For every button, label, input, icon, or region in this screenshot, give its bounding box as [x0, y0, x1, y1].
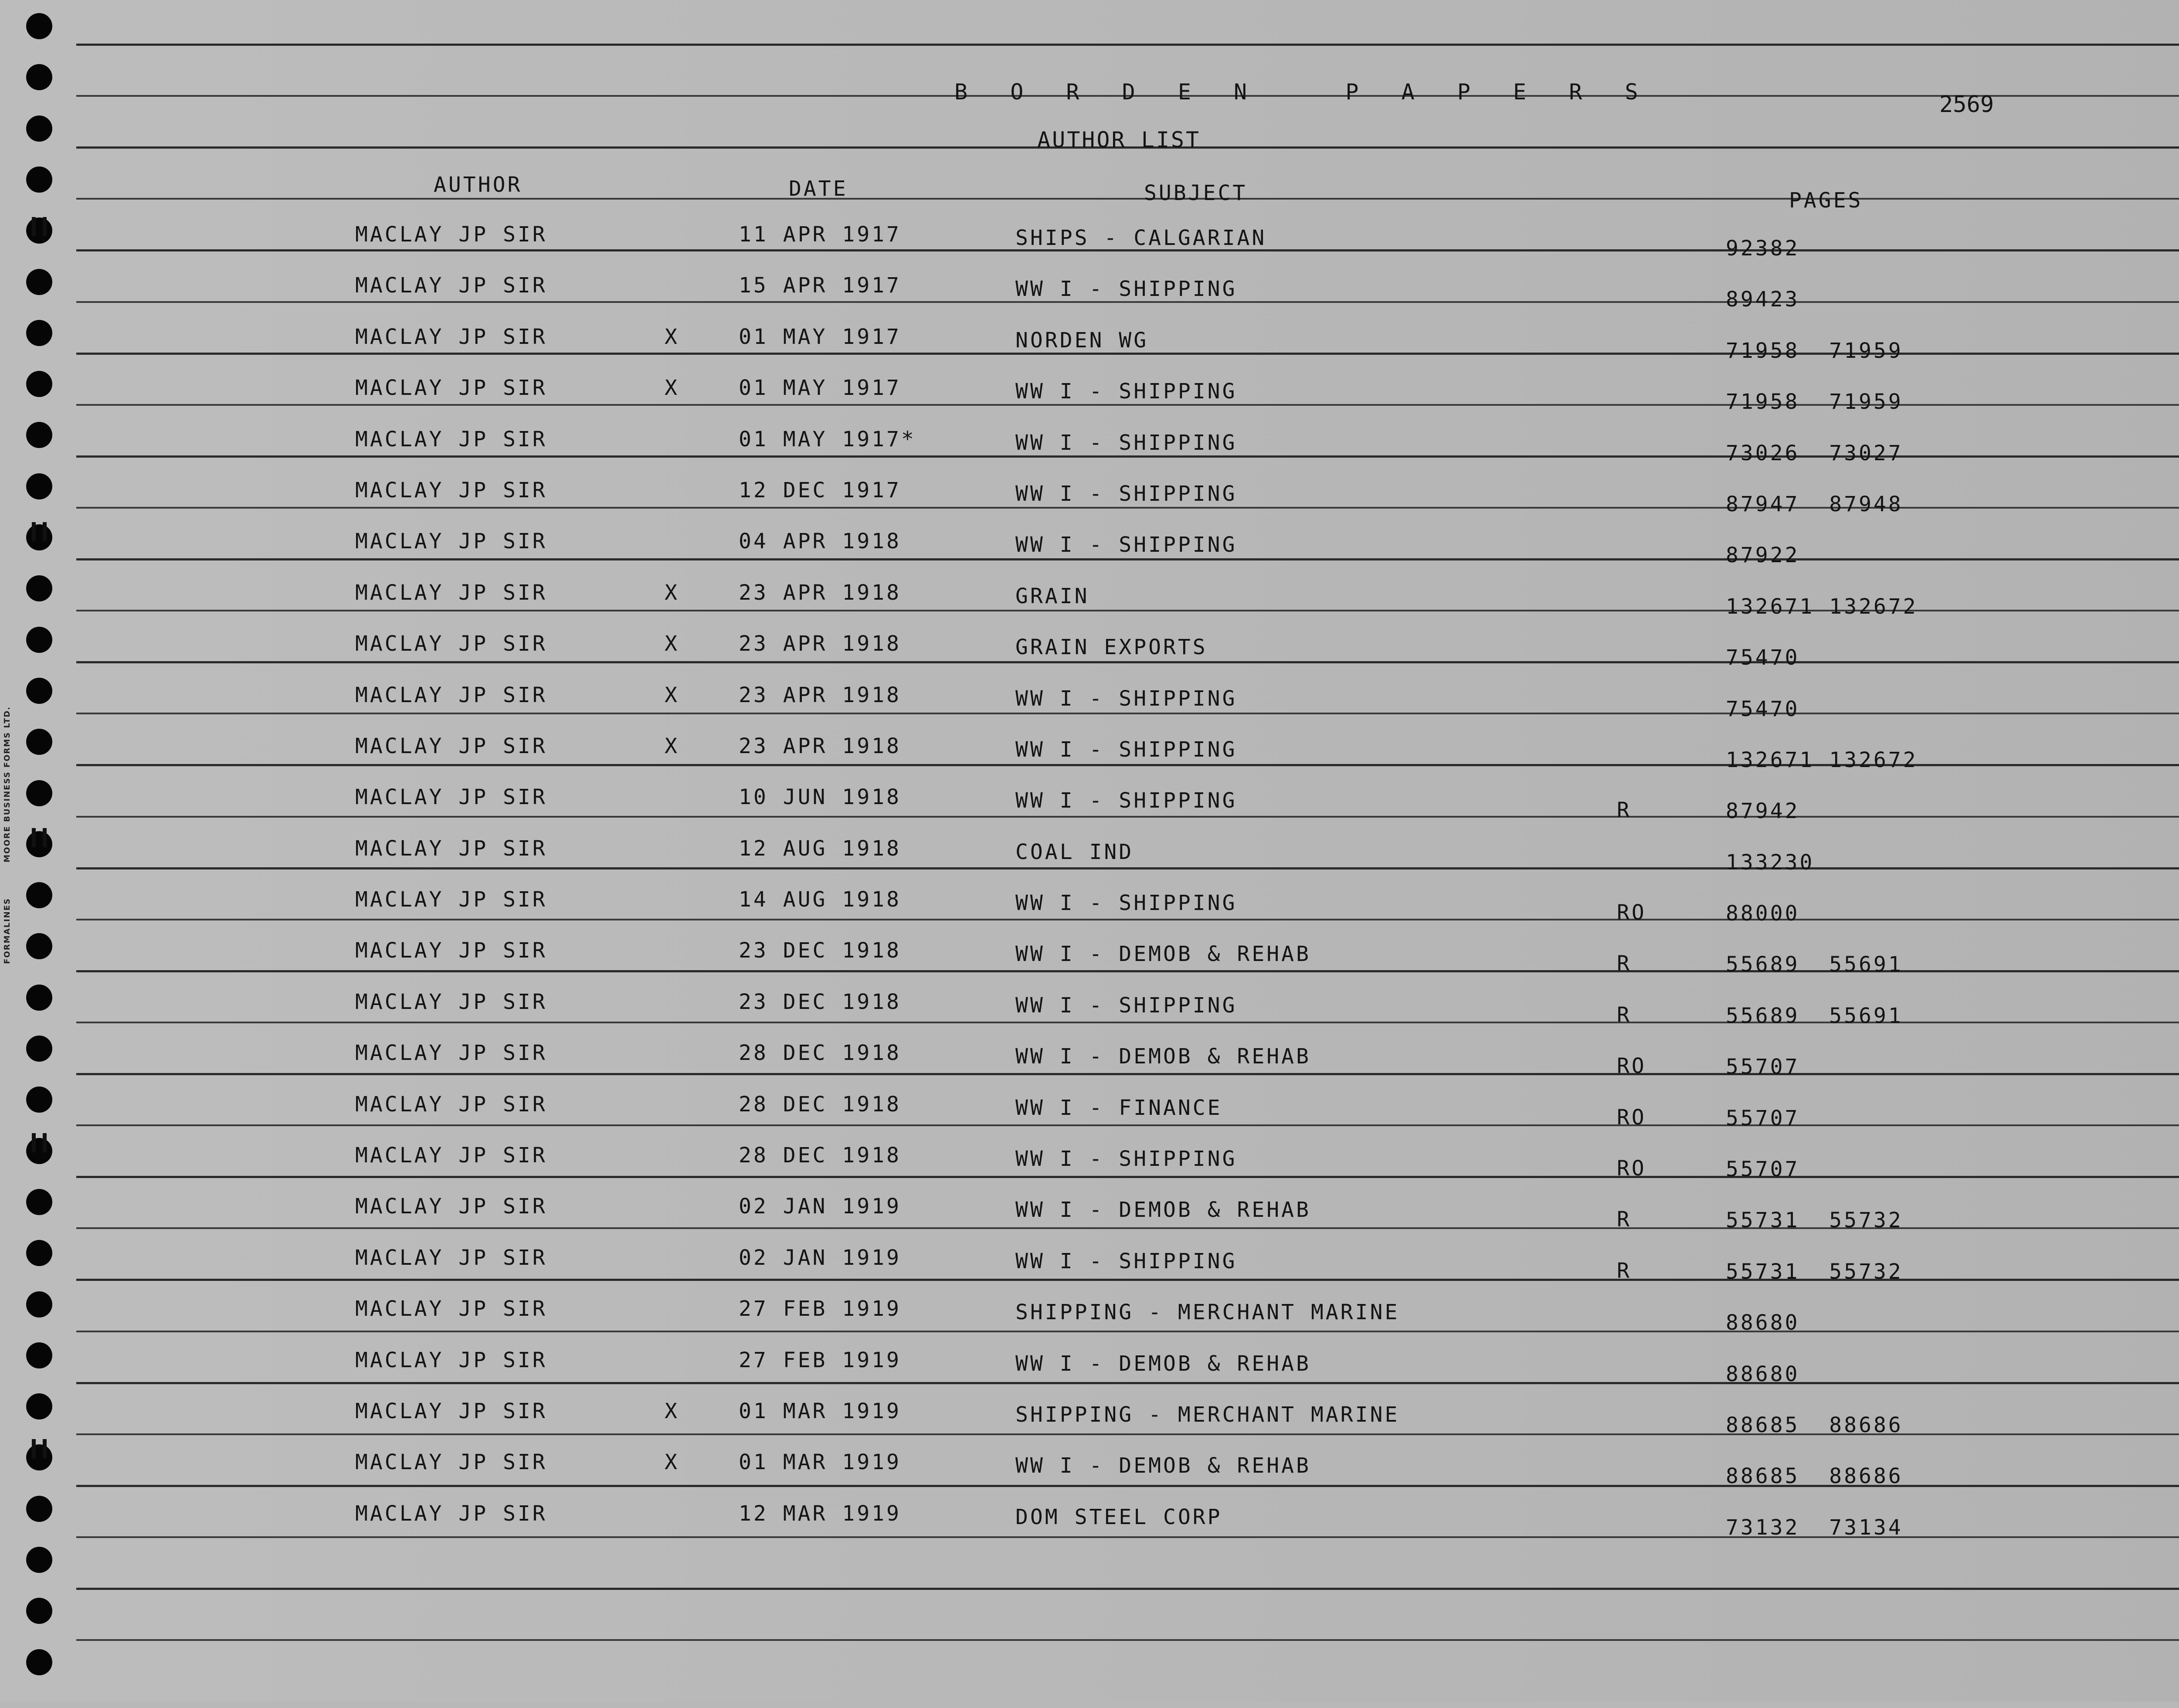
subject-cell: DOM STEEL CORP [1015, 1504, 1222, 1529]
table-row [0, 679, 2179, 730]
date-cell: 01 MAR 1919 [739, 1399, 901, 1423]
date-cell: 12 AUG 1918 [739, 836, 901, 861]
subject-cell: WW I - SHIPPING [1015, 277, 1237, 302]
sprocket-hole-icon [26, 1547, 52, 1573]
pages-cell: 87947 87948 [1726, 492, 1903, 516]
author-cell: MACLAY JP SIR [355, 478, 547, 503]
mark-cell: X [665, 376, 679, 401]
mark-cell: X [665, 1450, 679, 1475]
subject-cell: NORDEN WG [1015, 328, 1149, 353]
pages-cell: 89423 [1726, 287, 1800, 312]
pages-cell: 75470 [1726, 645, 1800, 670]
subject-cell: SHIPPING - MERCHANT MARINE [1015, 1402, 1400, 1427]
sprocket-hole-icon [26, 1598, 52, 1624]
subject-cell: WW I - DEMOB & REHAB [1015, 1351, 1311, 1376]
column-header-subject: SUBJECT [1144, 181, 1248, 205]
flag-cell: R [1617, 798, 1632, 823]
table-row [0, 1190, 2179, 1241]
mark-cell: X [665, 733, 679, 758]
date-cell: 28 DEC 1918 [739, 1143, 901, 1168]
pages-cell: 55707 [1726, 1106, 1800, 1131]
date-cell: 12 MAR 1919 [739, 1501, 901, 1526]
date-cell: 23 APR 1918 [739, 683, 901, 707]
flag-cell: RO [1617, 1054, 1646, 1079]
rule-line [76, 198, 2179, 200]
page-title: B O R D E N P A P E R S [954, 79, 1653, 105]
pages-cell: 88685 88686 [1726, 1413, 1903, 1437]
sprocket-hole-icon [26, 166, 52, 193]
author-cell: MACLAY JP SIR [355, 1194, 547, 1219]
author-cell: MACLAY JP SIR [355, 1041, 547, 1066]
pages-cell: 55707 [1726, 1055, 1800, 1080]
pages-cell: 88680 [1726, 1311, 1800, 1335]
pages-cell: 132671 132672 [1726, 747, 1918, 772]
pages-cell: 87922 [1726, 543, 1800, 568]
pages-cell: 73026 73027 [1726, 441, 1903, 465]
flag-cell: R [1617, 1002, 1632, 1027]
date-cell: 01 MAY 1917* [739, 427, 916, 452]
date-cell: 14 AUG 1918 [739, 887, 901, 912]
mark-cell: X [665, 632, 679, 656]
table-row [0, 832, 2179, 883]
table-row [0, 1139, 2179, 1190]
author-cell: MACLAY JP SIR [355, 1143, 547, 1168]
mark-cell: X [665, 324, 679, 349]
table-row [0, 1395, 2179, 1446]
subject-cell: WW I - DEMOB & REHAB [1015, 942, 1311, 967]
pages-cell: 71958 71959 [1726, 390, 1903, 414]
subject-cell: GRAIN [1015, 584, 1090, 608]
pages-cell: 71958 71959 [1726, 338, 1903, 363]
sprocket-hole-icon [26, 64, 52, 90]
date-cell: 02 JAN 1919 [739, 1245, 901, 1270]
flag-cell: R [1617, 1207, 1632, 1232]
subject-cell: WW I - SHIPPING [1015, 1249, 1237, 1273]
column-header-pages: PAGES [1789, 188, 1863, 213]
author-cell: MACLAY JP SIR [355, 1348, 547, 1372]
subject-cell: SHIPS - CALGARIAN [1015, 226, 1267, 250]
pages-cell: 73132 73134 [1726, 1515, 1903, 1540]
author-cell: MACLAY JP SIR [355, 989, 547, 1014]
pages-cell: 88685 88686 [1726, 1464, 1903, 1489]
table-row [0, 474, 2179, 525]
author-cell: MACLAY JP SIR [355, 1501, 547, 1526]
date-cell: 15 APR 1917 [739, 273, 901, 298]
flag-cell: R [1617, 1258, 1632, 1283]
page-number: 2569 [1939, 92, 1994, 118]
subject-cell: WW I - SHIPPING [1015, 481, 1237, 506]
author-cell: MACLAY JP SIR [355, 324, 547, 349]
pages-cell: 55689 55691 [1726, 952, 1903, 977]
flag-cell: R [1617, 951, 1632, 976]
table-row [0, 627, 2179, 678]
sprocket-hole-icon [26, 13, 52, 39]
date-cell: 23 APR 1918 [739, 733, 901, 758]
pages-cell: 55689 55691 [1726, 1003, 1903, 1028]
table-row [0, 371, 2179, 422]
author-cell: MACLAY JP SIR [355, 785, 547, 810]
table-row [0, 934, 2179, 985]
table-row [0, 730, 2179, 781]
subject-cell: WW I - SHIPPING [1015, 993, 1237, 1018]
subject-cell: WW I - SHIPPING [1015, 686, 1237, 711]
author-cell: MACLAY JP SIR [355, 222, 547, 247]
table-row [0, 883, 2179, 934]
mark-cell: X [665, 1399, 679, 1423]
pages-cell: 55731 55732 [1726, 1259, 1903, 1284]
rule-line [76, 1588, 2179, 1590]
author-cell: MACLAY JP SIR [355, 733, 547, 758]
author-cell: MACLAY JP SIR [355, 1297, 547, 1321]
table-row [0, 1446, 2179, 1497]
subject-cell: SHIPPING - MERCHANT MARINE [1015, 1300, 1400, 1325]
subject-cell: WW I - SHIPPING [1015, 737, 1237, 762]
date-cell: 12 DEC 1917 [739, 478, 901, 503]
subject-cell: WW I - SHIPPING [1015, 788, 1237, 813]
date-cell: 01 MAR 1919 [739, 1450, 901, 1475]
table-row [0, 1497, 2179, 1548]
author-cell: MACLAY JP SIR [355, 938, 547, 963]
pages-cell: 87942 [1726, 799, 1800, 824]
author-cell: MACLAY JP SIR [355, 1092, 547, 1117]
rule-line [76, 1639, 2179, 1641]
author-cell: MACLAY JP SIR [355, 1245, 547, 1270]
subject-cell: WW I - DEMOB & REHAB [1015, 1453, 1311, 1478]
sprocket-hole-icon [26, 1649, 52, 1675]
flag-cell: RO [1617, 1156, 1646, 1181]
date-cell: 28 DEC 1918 [739, 1041, 901, 1066]
pages-cell: 88000 [1726, 901, 1800, 926]
author-cell: MACLAY JP SIR [355, 427, 547, 452]
rule-line [76, 44, 2179, 46]
column-header-date: DATE [789, 177, 848, 201]
subject-cell: WW I - DEMOB & REHAB [1015, 1044, 1311, 1069]
table-row [0, 1088, 2179, 1139]
date-cell: 02 JAN 1919 [739, 1194, 901, 1219]
subject-cell: GRAIN EXPORTS [1015, 635, 1208, 660]
flag-cell: RO [1617, 900, 1646, 925]
author-list-table [0, 218, 2179, 1548]
printer-imprint: MOORE BUSINESS FORMS LTD. [3, 706, 12, 862]
column-header-author: AUTHOR [434, 173, 523, 197]
subject-cell: COAL IND [1015, 839, 1134, 864]
date-cell: 27 FEB 1919 [739, 1297, 901, 1321]
flag-cell: RO [1617, 1105, 1646, 1130]
mark-cell: X [665, 580, 679, 605]
subject-cell: WW I - FINANCE [1015, 1095, 1222, 1120]
pages-cell: 55707 [1726, 1157, 1800, 1182]
subject-cell: WW I - SHIPPING [1015, 1147, 1237, 1171]
date-cell: 04 APR 1918 [739, 529, 901, 554]
pages-cell: 75470 [1726, 696, 1800, 721]
page-subtitle: AUTHOR LIST [1037, 127, 1201, 153]
table-row [0, 781, 2179, 832]
date-cell: 28 DEC 1918 [739, 1092, 901, 1117]
date-cell: 23 APR 1918 [739, 632, 901, 656]
date-cell: 11 APR 1917 [739, 222, 901, 247]
table-row [0, 1292, 2179, 1343]
pages-cell: 132671 132672 [1726, 594, 1918, 619]
table-row [0, 1344, 2179, 1395]
form-imprint: FORMALINES [3, 898, 12, 964]
subject-cell: WW I - DEMOB & REHAB [1015, 1198, 1311, 1222]
subject-cell: WW I - SHIPPING [1015, 533, 1237, 557]
table-row [0, 423, 2179, 474]
pages-cell: 92382 [1726, 236, 1800, 261]
table-row [0, 985, 2179, 1036]
date-cell: 01 MAY 1917 [739, 376, 901, 401]
table-row [0, 269, 2179, 320]
table-row [0, 1036, 2179, 1087]
table-row [0, 218, 2179, 269]
author-cell: MACLAY JP SIR [355, 1399, 547, 1423]
subject-cell: WW I - SHIPPING [1015, 379, 1237, 404]
author-cell: MACLAY JP SIR [355, 529, 547, 554]
author-cell: MACLAY JP SIR [355, 683, 547, 707]
date-cell: 01 MAY 1917 [739, 324, 901, 349]
author-cell: MACLAY JP SIR [355, 1450, 547, 1475]
pages-cell: 55731 55732 [1726, 1208, 1903, 1233]
author-cell: MACLAY JP SIR [355, 836, 547, 861]
date-cell: 10 JUN 1918 [739, 785, 901, 810]
author-cell: MACLAY JP SIR [355, 273, 547, 298]
subject-cell: WW I - SHIPPING [1015, 430, 1237, 455]
sprocket-hole-icon [26, 115, 52, 142]
mark-cell: X [665, 683, 679, 707]
author-cell: MACLAY JP SIR [355, 580, 547, 605]
date-cell: 23 DEC 1918 [739, 989, 901, 1014]
date-cell: 23 DEC 1918 [739, 938, 901, 963]
pages-cell: 88680 [1726, 1362, 1800, 1386]
table-row [0, 320, 2179, 371]
table-row [0, 1241, 2179, 1292]
table-row [0, 576, 2179, 627]
date-cell: 27 FEB 1919 [739, 1348, 901, 1372]
date-cell: 23 APR 1918 [739, 580, 901, 605]
author-cell: MACLAY JP SIR [355, 887, 547, 912]
subject-cell: WW I - SHIPPING [1015, 891, 1237, 916]
pages-cell: 133230 [1726, 850, 1815, 875]
author-cell: MACLAY JP SIR [355, 632, 547, 656]
table-row [0, 525, 2179, 576]
author-cell: MACLAY JP SIR [355, 376, 547, 401]
